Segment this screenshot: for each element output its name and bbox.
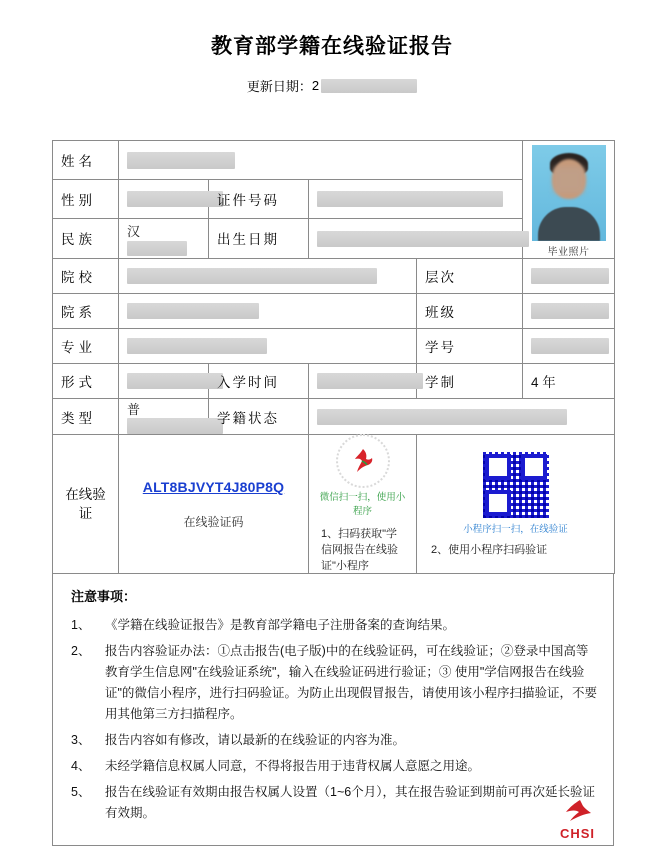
id-number-value — [309, 179, 523, 218]
major-value — [119, 329, 417, 364]
note-text: 报告内容验证办法：①点击报告(电子版)中的在线验证码，可在线验证；②登录中国高等教育学生信息网"在线验证系统"，输入在线验证码进行验证；③ 使用"学信网报告在线验证"的微信小程序，进行扫码验证。为防止出现假冒报告，请使用该小程序扫描验证，不要用其他第三方扫描程序。 — [105, 644, 597, 721]
note-number: 3、 — [71, 733, 91, 747]
photo-cell — [523, 141, 615, 259]
school-redaction — [127, 268, 377, 284]
graduation-photo — [532, 145, 606, 241]
update-date-line — [0, 76, 664, 95]
update-date-label: 更新日期： — [246, 79, 312, 94]
name-value — [119, 141, 523, 180]
table-row — [53, 141, 615, 180]
qr-eye-bottom-left — [485, 490, 511, 516]
department-label: 院系 — [53, 294, 119, 329]
table-row — [53, 399, 615, 435]
table-row — [53, 329, 615, 364]
status-value — [309, 399, 615, 435]
list-item — [71, 615, 599, 636]
name-label: 姓名 — [53, 141, 119, 180]
list-item — [71, 756, 599, 777]
miniprogram-note: 1、扫码获取"学信网报告在线验证"小程序 — [321, 528, 398, 573]
enrollment-date-label: 入学时间 — [209, 364, 309, 399]
note-text: 报告内容如有修改，请以最新的在线验证的内容为准。 — [105, 733, 406, 747]
level-label: 层次 — [417, 259, 523, 294]
student-info-table — [52, 140, 615, 574]
type-label: 类型 — [53, 399, 119, 435]
student-number-value — [523, 329, 615, 364]
nation-value — [119, 218, 209, 258]
id-number-label: 证件号码 — [209, 179, 309, 218]
report-page — [0, 30, 664, 857]
birth-date-label: 出生日期 — [209, 218, 309, 258]
birth-date-value — [309, 218, 523, 258]
qr-code[interactable] — [483, 452, 549, 518]
id-number-redaction — [317, 191, 503, 207]
type-value — [119, 399, 209, 435]
school-value — [119, 259, 417, 294]
birth-date-redaction — [317, 231, 529, 247]
update-date-redaction — [321, 79, 417, 93]
note-number: 1、 — [71, 618, 91, 632]
enrollment-date-value — [309, 364, 417, 399]
chsi-brand-text: CHSI — [559, 826, 595, 841]
major-label: 专业 — [53, 329, 119, 364]
major-redaction — [127, 338, 267, 354]
list-item — [71, 730, 599, 751]
note-number: 4、 — [71, 759, 91, 773]
online-verification-row — [53, 435, 615, 574]
update-date-value: 2 — [311, 78, 320, 93]
class-value — [523, 294, 615, 329]
photo-body — [538, 207, 600, 241]
photo-caption: 毕业照片 — [547, 247, 590, 258]
table-row — [53, 259, 615, 294]
level-redaction — [531, 268, 609, 284]
form-label: 形式 — [53, 364, 119, 399]
student-info-table-wrapper — [52, 140, 614, 574]
class-redaction — [531, 303, 609, 319]
note-number: 2、 — [71, 644, 91, 658]
nation-partial-text: 汉 — [127, 224, 141, 240]
online-verification-label: 在线验证 — [53, 435, 119, 574]
note-text: 报告在线验证有效期由报告权属人设置（1~6个月），其在报告验证到期前可再次延长验证有效期。 — [105, 785, 595, 820]
level-value — [523, 259, 615, 294]
chsi-bird-icon — [332, 435, 394, 487]
name-redaction — [127, 152, 235, 169]
table-row — [53, 364, 615, 399]
department-redaction — [127, 303, 259, 319]
enrollment-date-redaction — [317, 373, 423, 389]
qr-cell — [417, 435, 615, 574]
bird-glyph — [350, 447, 376, 475]
form-value — [119, 364, 209, 399]
note-text: 未经学籍信息权属人同意，不得将报告用于违背权属人意愿之用途。 — [105, 759, 481, 773]
status-redaction — [317, 409, 567, 425]
notes-section — [52, 574, 614, 846]
status-label: 学籍状态 — [209, 399, 309, 435]
student-number-redaction — [531, 338, 609, 354]
note-number: 5、 — [71, 785, 91, 799]
table-row — [53, 294, 615, 329]
verification-code-link[interactable]: ALT8BJVYT4J80P8Q — [142, 478, 285, 495]
chsi-footer-logo — [560, 799, 595, 841]
duration-value: 4 年 — [523, 364, 615, 399]
list-item — [71, 641, 599, 725]
school-label: 院校 — [53, 259, 119, 294]
gender-label: 性别 — [53, 179, 119, 218]
qr-blue-text: 小程序扫一扫，在线验证 — [463, 523, 568, 535]
photo-face-blur — [554, 167, 584, 193]
gender-value — [119, 179, 209, 218]
type-partial-text: 普 — [127, 402, 141, 417]
class-label: 班级 — [417, 294, 523, 329]
notes-title: 注意事项： — [71, 589, 137, 604]
miniprogram-cell — [309, 435, 417, 574]
verification-code-caption: 在线验证码 — [183, 514, 244, 529]
qr-note: 2、使用小程序扫码验证 — [431, 543, 548, 556]
chsi-bird-icon — [560, 799, 594, 821]
department-value — [119, 294, 417, 329]
note-text: 《学籍在线验证报告》是教育部学籍电子注册备案的查询结果。 — [105, 618, 456, 632]
page-title: 教育部学籍在线验证报告 — [211, 35, 453, 58]
student-number-label: 学号 — [417, 329, 523, 364]
miniprogram-green-text: 微信扫一扫，使用小程序 — [319, 492, 406, 518]
nation-redaction — [127, 241, 187, 256]
duration-label: 学制 — [417, 364, 523, 399]
verification-code-cell — [119, 435, 309, 574]
list-item — [71, 782, 599, 824]
nation-label: 民族 — [53, 218, 119, 258]
